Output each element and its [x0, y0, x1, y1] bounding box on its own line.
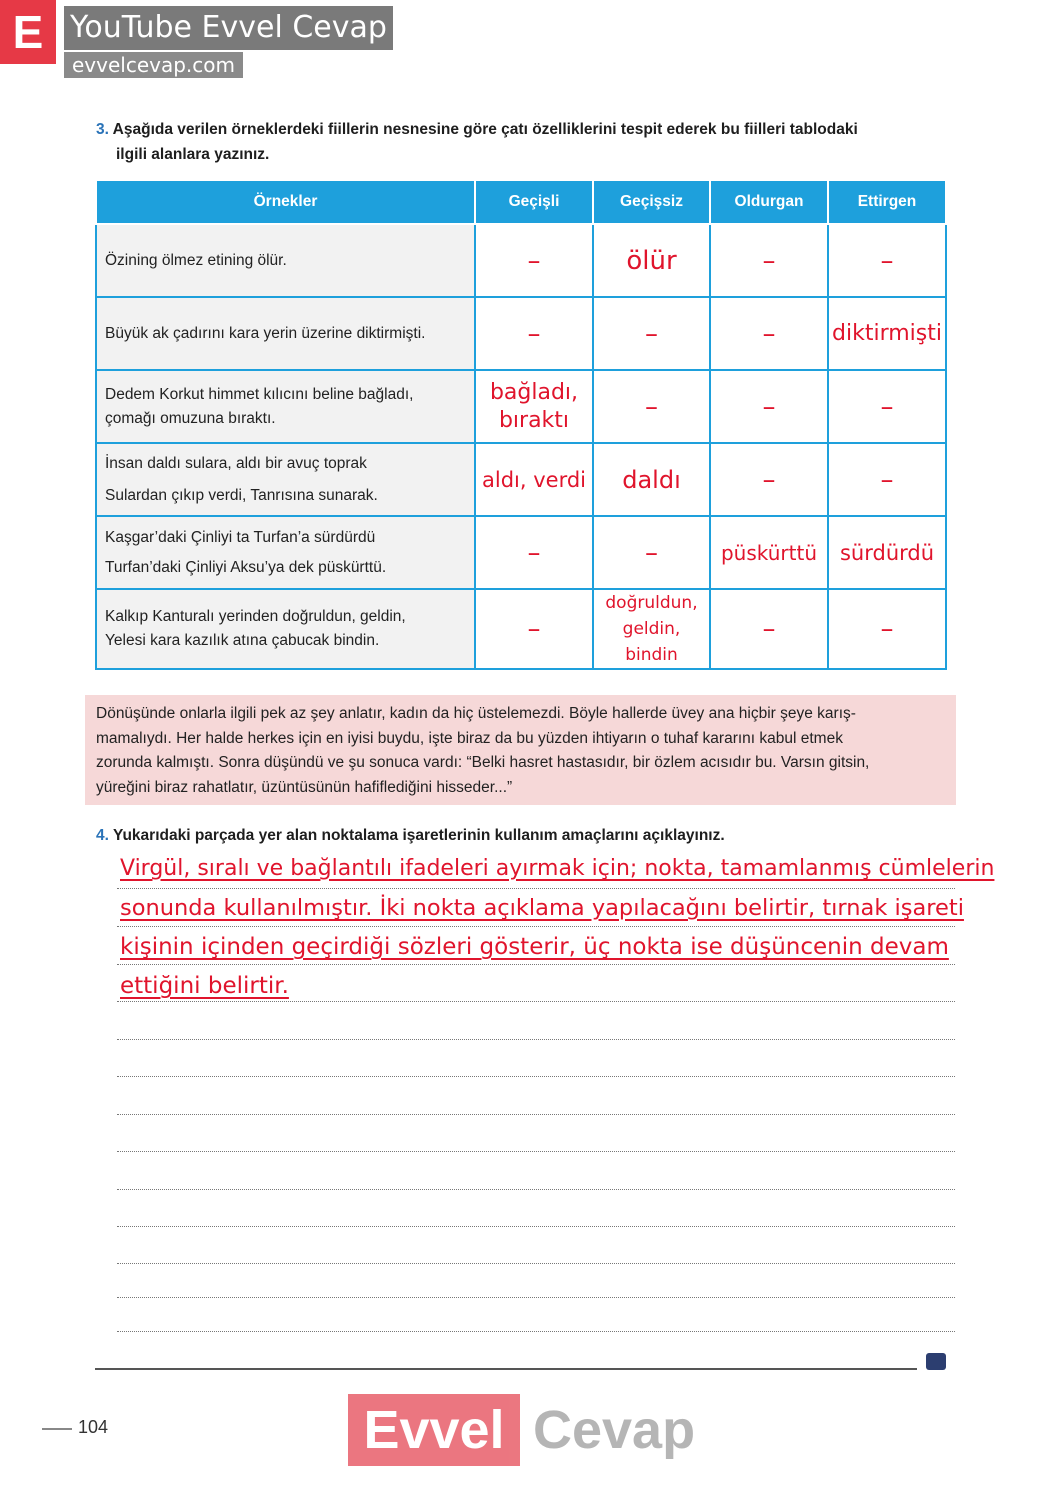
table-row [96, 516, 946, 589]
answer-gecisli: aldı, verdi [475, 443, 593, 516]
passage-line: Dönüşünde onlarla ilgili pek az şey anlatır, kadın da hiç üstelemezdi. Böyle hallerde üvey ana hiçbir şeye karış- [96, 705, 856, 722]
header-gecissiz: Geçişsiz [593, 180, 710, 224]
answer-ettirgen: – [828, 443, 946, 516]
answer-oldurgan: – [710, 370, 828, 443]
watermark-title: YouTube Evvel Cevap [64, 6, 393, 50]
example-cell [96, 589, 475, 669]
example-text-line2: Yelesi kara kazılık atına çabucak bindin. [105, 632, 380, 649]
answer-oldurgan: – [710, 224, 828, 297]
answer-line [117, 888, 955, 889]
handwritten-answer-line: sonunda kullanılmıştır. İki nokta açıklama yapılacağını belirtir, tırnak işareti [120, 895, 964, 921]
question-text: Aşağıda verilen örneklerdeki fiillerin nesnesine göre çatı özelliklerini tespit ederek bu fiilleri tablodaki [112, 121, 858, 138]
answer-line [117, 964, 955, 965]
passage-line: mamalıydı. Her halde herkes için en iyisi buydu, işte biraz da bu yüzden ihtiyarın o tuhaf kararını kabul etmek [96, 729, 843, 747]
header-ettirgen: Ettirgen [828, 180, 946, 224]
handwritten-answer-line: ettiğini belirtir. [120, 973, 289, 999]
answer-line [117, 1151, 955, 1152]
table-row [96, 443, 946, 516]
header-ornekler: Örnekler [96, 180, 475, 224]
page-number-dash [42, 1428, 72, 1430]
example-text: Büyük ak çadırını kara yerin üzerine diktirmişti. [105, 324, 426, 342]
example-cell [96, 516, 475, 589]
answer-oldurgan: – [710, 297, 828, 370]
example-cell [96, 370, 475, 443]
table-row [96, 370, 946, 443]
answer-line [117, 1001, 955, 1002]
answer-gecissiz: – [593, 516, 710, 589]
answer-oldurgan: püskürttü [710, 516, 828, 589]
example-cell [96, 224, 475, 297]
answer-oldurgan: – [710, 589, 828, 669]
answer-line [117, 1039, 955, 1040]
handwritten-answer-line: Virgül, sıralı ve bağlantılı ifadeleri ayırmak için; nokta, tamamlanmış cümlelerin [120, 856, 995, 881]
answer-line [117, 1189, 955, 1190]
table-row [96, 224, 946, 297]
bottom-rule [95, 1368, 917, 1370]
watermark-site: evvelcevap.com [64, 52, 243, 78]
answer-line [117, 1114, 955, 1115]
example-text-line1: Kalkıp Kanturalı yerinden doğruldun, geldin, [105, 608, 406, 625]
answer-ettirgen: – [828, 370, 946, 443]
table-row [96, 589, 946, 669]
question-4 [96, 824, 725, 848]
reading-passage [85, 695, 956, 805]
table-header-row [96, 180, 946, 224]
header-gecisli: Geçişli [475, 180, 593, 224]
question-3-line2: ilgili alanlara yazınız. [116, 146, 270, 163]
passage-line: zorunda kalmıştı. Sonra düşündü ve şu sonuca vardı: “Belki hasret hastasıdır, bir özlem acısıdır bu. Varsın gitsin, [96, 754, 870, 771]
question-text: Yukarıdaki parçada yer alan noktalama işaretlerinin kullanım amaçlarını açıklayınız. [112, 827, 725, 844]
footer-watermark-b: Cevap [533, 1400, 696, 1460]
example-text: Özining ölmez etining ölür. [105, 251, 287, 269]
example-text-line2: çomağı omuzuna bıraktı. [105, 409, 276, 427]
footer-watermark-a: Evvel [348, 1394, 520, 1466]
answer-line [117, 1263, 955, 1264]
question-3 [96, 118, 858, 142]
answer-line [117, 1076, 955, 1077]
example-text-line2: Sulardan çıkıp verdi, Tanrısına sunarak. [105, 486, 378, 504]
answer-line [117, 1226, 955, 1227]
handwritten-answer-line: kişinin içinden geçirdiği sözleri gösterir, üç nokta ise düşüncenin devam [120, 934, 949, 960]
answer-ettirgen: – [828, 224, 946, 297]
example-text-line1: Dedem Korkut himmet kılıcını beline bağladı, [105, 385, 414, 403]
answer-gecissiz: – [593, 370, 710, 443]
answer-ettirgen: diktirmişti [828, 297, 946, 370]
brand-logo: E [0, 0, 56, 64]
example-text-line2: Turfan’daki Çinliyi Aksu’ya dek püskürttü. [105, 558, 387, 576]
answer-ettirgen: – [828, 589, 946, 669]
page-number: 104 [78, 1417, 109, 1437]
answer-gecissiz: ölür [593, 224, 710, 297]
answer-gecisli: bağladı, bıraktı [475, 370, 593, 443]
answer-gecissiz: doğruldun, geldin, bindin [593, 589, 710, 669]
answer-oldurgan: – [710, 443, 828, 516]
question-number: 3. [96, 121, 109, 138]
answer-line [117, 926, 955, 927]
header-oldurgan: Oldurgan [710, 180, 828, 224]
answer-gecisli: – [475, 297, 593, 370]
answer-gecisli: – [475, 589, 593, 669]
example-text-line1: İnsan daldı sulara, aldı bir avuç toprak [105, 454, 367, 472]
example-cell [96, 443, 475, 516]
passage-line: yüreğini biraz rahatlatır, üzüntüsünün hafiflediğini hisseder...” [96, 778, 513, 796]
answer-ettirgen: sürdürdü [828, 516, 946, 589]
example-cell [96, 297, 475, 370]
question-number: 4. [96, 827, 109, 844]
answer-gecisli: – [475, 516, 593, 589]
answer-line [117, 1297, 955, 1298]
answer-gecissiz: daldı [593, 443, 710, 516]
answer-line [117, 1331, 955, 1332]
answer-gecisli: – [475, 224, 593, 297]
table-row [96, 297, 946, 370]
answer-gecissiz: – [593, 297, 710, 370]
verb-voice-table [95, 179, 947, 670]
corner-mark-icon [926, 1353, 946, 1370]
example-text-line1: Kaşgar’daki Çinliyi ta Turfan’a sürdürdü [105, 528, 376, 546]
